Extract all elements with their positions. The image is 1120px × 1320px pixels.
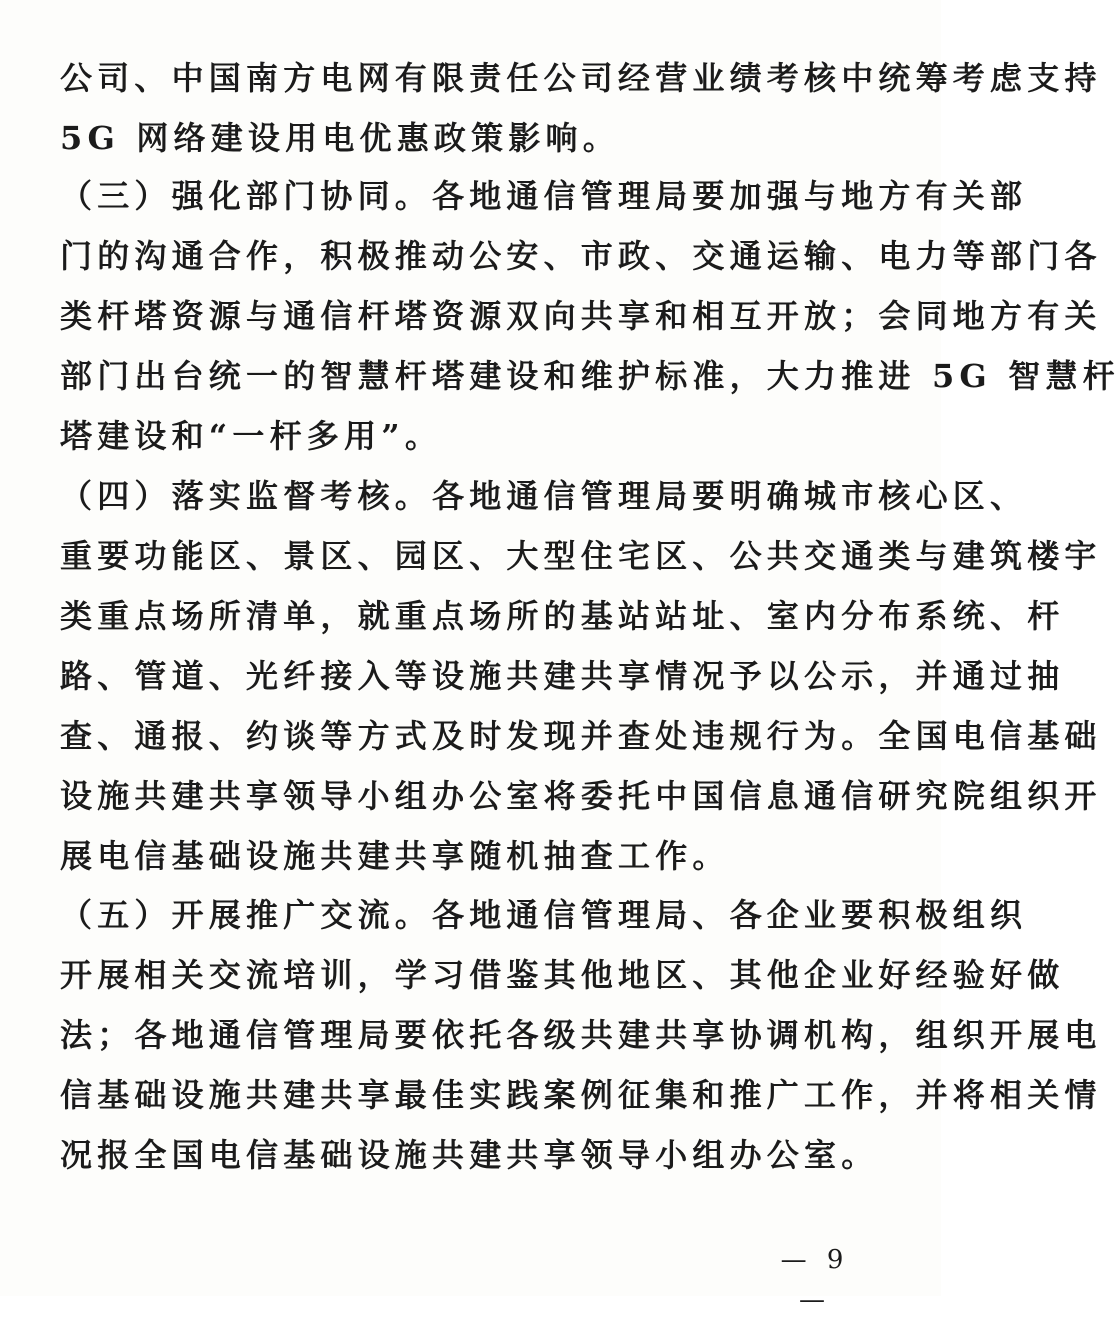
section-heading-line: （四）落实监督考核。各地通信管理局要明确城市核心区、 xyxy=(60,477,1028,515)
page-number: — 9 — xyxy=(780,1245,850,1315)
paragraph-line: 设施共建共享领导小组办公室将委托中国信息通信研究院组织开 xyxy=(60,777,1102,815)
paragraph-line: 开展相关交流培训，学习借鉴其他地区、其他企业好经验好做 xyxy=(60,956,1065,994)
paragraph-line: 5G 网络建设用电优惠政策影响。 xyxy=(60,119,620,157)
section-heading-line: （五）开展推广交流。各地通信管理局、各企业要积极组织 xyxy=(60,896,1028,934)
paragraph-line: 部门出台统一的智慧杆塔建设和维护标准，大力推进 5G 智慧杆 xyxy=(60,357,1120,395)
paragraph-line: 塔建设和“一杆多用”。 xyxy=(60,417,443,455)
section-heading-line: （三）强化部门协同。各地通信管理局要加强与地方有关部 xyxy=(60,177,1028,215)
paragraph-line: 类重点场所清单，就重点场所的基站站址、室内分布系统、杆 xyxy=(60,597,1065,635)
paragraph-line: 法；各地通信管理局要依托各级共建共享协调机构，组织开展电 xyxy=(60,1016,1102,1054)
paragraph-line: 门的沟通合作，积极推动公安、市政、交通运输、电力等部门各 xyxy=(60,237,1102,275)
paragraph-line: 类杆塔资源与通信杆塔资源双向共享和相互开放；会同地方有关 xyxy=(60,297,1102,335)
paragraph-line: 况报全国电信基础设施共建共享领导小组办公室。 xyxy=(60,1136,879,1174)
paragraph-line: 重要功能区、景区、园区、大型住宅区、公共交通类与建筑楼宇 xyxy=(60,537,1102,575)
paragraph-line: 展电信基础设施共建共享随机抽查工作。 xyxy=(60,837,730,875)
paragraph-line: 查、通报、约谈等方式及时发现并查处违规行为。全国电信基础 xyxy=(60,717,1102,755)
paragraph-line: 路、管道、光纤接入等设施共建共享情况予以公示，并通过抽 xyxy=(60,657,1065,695)
paragraph-line: 公司、中国南方电网有限责任公司经营业绩考核中统筹考虑支持 xyxy=(60,59,1102,97)
paragraph-line: 信基础设施共建共享最佳实践案例征集和推广工作，并将相关情 xyxy=(60,1076,1102,1114)
